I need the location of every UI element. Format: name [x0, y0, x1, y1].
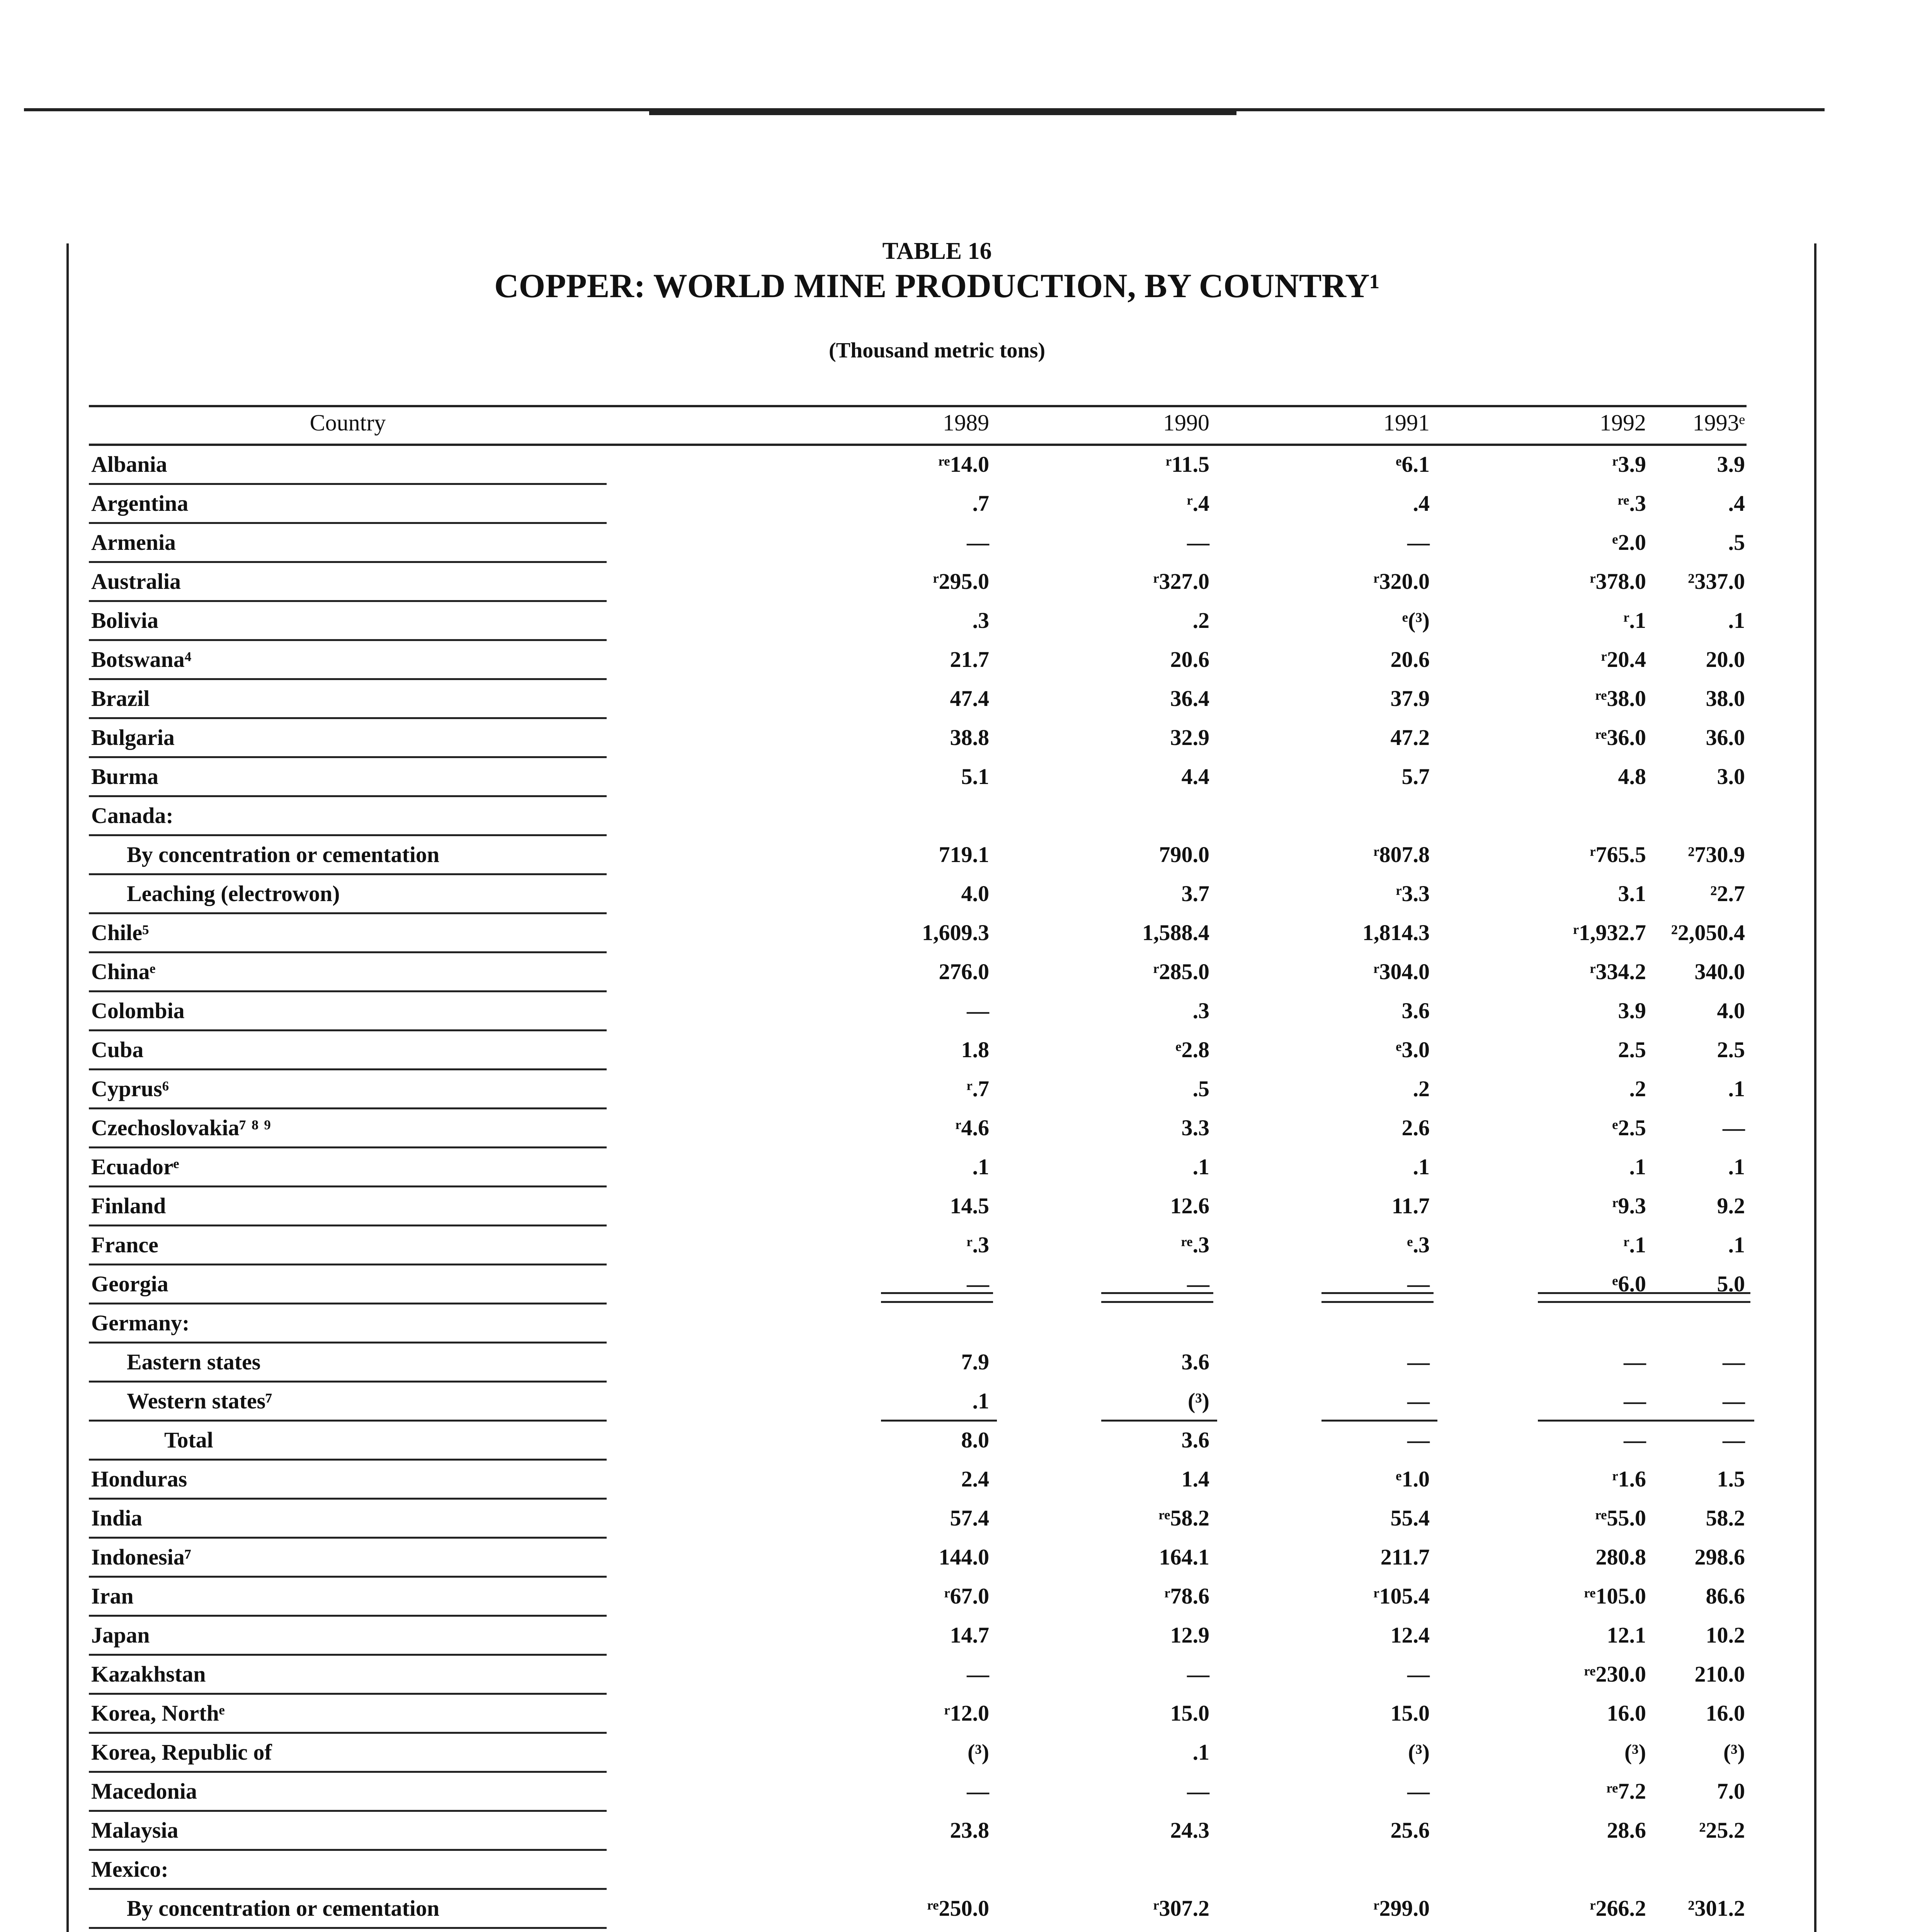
cell-value: ᵉ3.0: [1396, 1037, 1430, 1062]
table-row: [89, 797, 1747, 836]
table-title: COPPER: WORLD MINE PRODUCTION, BY COUNTRY¹: [494, 267, 1380, 305]
country-name: Korea, Northᵉ: [91, 1701, 225, 1726]
cell-value: 28.6: [1607, 1818, 1646, 1843]
cell-value: ²301.2: [1688, 1896, 1745, 1921]
cell-value: .1: [1192, 1154, 1209, 1179]
cell-value: ʳᵉ.3: [1617, 491, 1646, 516]
cell-value: ʳ378.0: [1590, 569, 1646, 594]
country-name: Bolivia: [91, 608, 159, 633]
country-name: Argentina: [91, 491, 189, 516]
cell-value: ʳ320.0: [1373, 569, 1430, 594]
country-name: Chile⁵: [91, 920, 149, 945]
country-name: Albania: [91, 452, 167, 477]
cell-value: ʳ78.6: [1164, 1583, 1209, 1609]
cell-value: 5.7: [1401, 764, 1430, 789]
cell-value: 5.0: [1717, 1271, 1745, 1296]
cell-value: 4.0: [1717, 998, 1745, 1023]
cell-value: 9.2: [1717, 1193, 1745, 1218]
table-row: [89, 719, 1747, 758]
cell-value: ʳᵉ105.0: [1584, 1583, 1646, 1609]
cell-value: 37.9: [1390, 686, 1430, 711]
cell-value: 38.0: [1706, 686, 1745, 711]
country-name: France: [91, 1232, 158, 1257]
country-name: Kazakhstan: [91, 1662, 206, 1687]
table-row: [89, 1031, 1747, 1070]
country-name: Indonesia⁷: [91, 1544, 192, 1570]
table-row: [89, 1187, 1747, 1226]
cell-value: 211.7: [1380, 1544, 1430, 1570]
cell-value: ʳ285.0: [1153, 959, 1209, 984]
cell-value: .5: [1192, 1076, 1209, 1101]
cell-value: —: [1187, 530, 1209, 555]
cell-value: 58.2: [1706, 1505, 1745, 1531]
country-name: Australia: [91, 569, 181, 594]
cell-value: 20.6: [1170, 647, 1209, 672]
cell-value: 280.8: [1595, 1544, 1646, 1570]
cell-value: ²2.7: [1710, 881, 1745, 906]
table-row: [89, 836, 1747, 875]
cell-value: .3: [1192, 998, 1209, 1023]
cell-value: ʳ1.6: [1612, 1466, 1646, 1492]
cell-value: —: [1187, 1662, 1209, 1687]
cell-value: ʳ327.0: [1153, 569, 1209, 594]
cell-value: —: [1407, 1662, 1430, 1687]
cell-value: 36.4: [1170, 686, 1209, 711]
table-row: [89, 1812, 1747, 1851]
country-name: By concentration or cementation: [127, 842, 440, 867]
cell-value: —: [967, 1779, 989, 1804]
cell-value: .1: [1728, 1232, 1745, 1257]
cell-value: ʳ3.3: [1396, 881, 1430, 906]
cell-value: 719.1: [939, 842, 989, 867]
cell-value: ʳ4.6: [955, 1115, 989, 1140]
cell-value: .5: [1728, 530, 1745, 555]
cell-value: 14.7: [950, 1622, 989, 1648]
cell-value: ʳ67.0: [944, 1583, 989, 1609]
cell-value: 20.6: [1390, 647, 1430, 672]
cell-value: ʳ807.8: [1373, 842, 1430, 867]
cell-value: 55.4: [1390, 1505, 1430, 1531]
double-rule: [1638, 1292, 1750, 1303]
cell-value: ᵉ6.0: [1612, 1271, 1646, 1296]
cell-value: 3.1: [1618, 881, 1646, 906]
table-row: [89, 485, 1747, 524]
country-name: Western states⁷: [127, 1388, 272, 1413]
cell-value: ʳ.1: [1623, 608, 1646, 633]
cell-value: 1.8: [961, 1037, 989, 1062]
country-name: By concentration or cementation: [127, 1896, 440, 1921]
table-row: [89, 446, 1747, 485]
cell-value: ʳ11.5: [1165, 452, 1209, 477]
cell-value: —: [967, 1271, 989, 1296]
country-name: Malaysia: [91, 1818, 179, 1843]
cell-value: 8.0: [961, 1427, 989, 1452]
cell-value: —: [967, 530, 989, 555]
cell-value: —: [967, 998, 989, 1023]
cell-value: .3: [972, 608, 989, 633]
table-row: [89, 758, 1747, 797]
country-name: Colombia: [91, 998, 185, 1023]
table-row: [89, 1265, 1747, 1304]
table-row: [89, 1578, 1747, 1617]
cell-value: ʳ334.2: [1590, 959, 1646, 984]
cell-value: ᵉ2.5: [1612, 1115, 1646, 1140]
cell-value: —: [1723, 1427, 1745, 1452]
cell-value: 15.0: [1390, 1701, 1430, 1726]
cell-value: ʳ295.0: [933, 569, 989, 594]
cell-value: .1: [1728, 608, 1745, 633]
double-rule: [881, 1292, 993, 1303]
cell-value: ᵉ2.0: [1612, 530, 1646, 555]
cell-value: .4: [1413, 491, 1430, 516]
cell-value: ʳ.1: [1623, 1232, 1646, 1257]
cell-value: 23.8: [950, 1818, 989, 1843]
cell-value: 1.5: [1717, 1466, 1745, 1492]
table-row: [89, 992, 1747, 1031]
cell-value: ᵉ6.1: [1396, 452, 1430, 477]
header-year-1991: 1991: [1383, 410, 1430, 435]
cell-value: 4.0: [961, 881, 989, 906]
cell-value: —: [1624, 1388, 1646, 1413]
cell-value: ʳ3.9: [1612, 452, 1646, 477]
table-row: [89, 563, 1747, 602]
country-name: Brazil: [91, 686, 150, 711]
table-row: [89, 1851, 1747, 1890]
cell-value: 210.0: [1694, 1662, 1745, 1687]
country-name: India: [91, 1505, 143, 1531]
cell-value: 3.6: [1401, 998, 1430, 1023]
cell-value: .1: [972, 1154, 989, 1179]
cell-value: ʳᵉ58.2: [1158, 1505, 1209, 1531]
cell-value: —: [1723, 1349, 1745, 1374]
cell-value: 1.4: [1181, 1466, 1209, 1492]
cell-value: 11.7: [1391, 1193, 1430, 1218]
cell-value: 12.6: [1170, 1193, 1209, 1218]
header-top-rule: [89, 405, 1747, 407]
cell-value: —: [1624, 1427, 1646, 1452]
cell-value: 1,609.3: [922, 920, 989, 945]
cell-value: 15.0: [1170, 1701, 1209, 1726]
cell-value: ²337.0: [1688, 569, 1745, 594]
table-row: [89, 1734, 1747, 1773]
country-name: Leaching (electrowon): [127, 881, 340, 906]
cell-value: 4.4: [1181, 764, 1209, 789]
cell-value: ʳ9.3: [1612, 1193, 1646, 1218]
table-row: [89, 953, 1747, 992]
cell-value: 12.4: [1390, 1622, 1430, 1648]
cell-value: ʳᵉ.3: [1181, 1232, 1209, 1257]
country-name: Ecuadorᵉ: [91, 1154, 179, 1179]
country-name: Bulgaria: [91, 725, 175, 750]
cell-value: 20.0: [1706, 647, 1745, 672]
cell-value: .2: [1192, 608, 1209, 633]
cell-value: 164.1: [1159, 1544, 1209, 1570]
cell-value: 16.0: [1706, 1701, 1745, 1726]
cell-value: ʳ.4: [1187, 491, 1209, 516]
header-year-1993: 1993ᵉ: [1692, 410, 1745, 435]
country-name: Korea, Republic of: [91, 1740, 272, 1765]
table-row: [89, 1773, 1747, 1812]
cell-value: .1: [1728, 1076, 1745, 1101]
cell-value: 12.1: [1607, 1622, 1646, 1648]
table-row: [89, 524, 1747, 563]
cell-value: 3.6: [1181, 1349, 1209, 1374]
cell-value: ʳᵉ14.0: [938, 452, 989, 477]
table-row: [89, 914, 1747, 953]
cell-value: 3.6: [1181, 1427, 1209, 1452]
cell-value: ᵉ2.8: [1175, 1037, 1209, 1062]
cell-value: .7: [972, 491, 989, 516]
country-name: Armenia: [91, 530, 176, 555]
cell-value: —: [1407, 1349, 1430, 1374]
cell-value: 7.9: [961, 1349, 989, 1374]
table-row: [89, 602, 1747, 641]
table-units: (Thousand metric tons): [828, 338, 1046, 362]
cell-value: ʳᵉ55.0: [1595, 1505, 1646, 1531]
table-row: [89, 1304, 1747, 1344]
cell-value: ʳ765.5: [1590, 842, 1646, 867]
table-row: [89, 1461, 1747, 1500]
cell-value: 5.1: [961, 764, 989, 789]
cell-value: 21.7: [950, 647, 989, 672]
header-country: Country: [310, 410, 386, 435]
cell-value: ʳᵉ38.0: [1595, 686, 1646, 711]
cell-value: ʳᵉ250.0: [927, 1896, 989, 1921]
cell-value: ʳ.3: [966, 1232, 989, 1257]
table-row: [89, 1500, 1747, 1539]
cell-value: 340.0: [1694, 959, 1745, 984]
cell-value: —: [1407, 1271, 1430, 1296]
cell-value: 47.2: [1390, 725, 1430, 750]
cell-value: (³): [1624, 1740, 1646, 1765]
cell-value: ʳ105.4: [1373, 1583, 1430, 1609]
cell-value: —: [1723, 1115, 1745, 1140]
country-name: Czechoslovakia⁷ ⁸ ⁹: [91, 1115, 271, 1140]
cell-value: 7.0: [1717, 1779, 1745, 1804]
cell-value: 276.0: [939, 959, 989, 984]
country-name: Macedonia: [91, 1779, 197, 1804]
country-name: Germany:: [91, 1310, 190, 1335]
cell-value: —: [967, 1662, 989, 1687]
country-name: Chinaᵉ: [91, 959, 156, 984]
cell-value: 32.9: [1170, 725, 1209, 750]
cell-value: 12.9: [1170, 1622, 1209, 1648]
cell-value: 24.3: [1170, 1818, 1209, 1843]
table-row: [89, 1148, 1747, 1187]
cell-value: ²25.2: [1699, 1818, 1745, 1843]
table-row: [89, 1344, 1747, 1383]
cell-value: —: [1407, 1779, 1430, 1804]
country-name: Japan: [91, 1622, 150, 1648]
country-name: Finland: [91, 1193, 166, 1218]
cell-value: 57.4: [950, 1505, 989, 1531]
cell-value: 47.4: [950, 686, 989, 711]
cell-value: ᵉ.3: [1407, 1232, 1430, 1257]
cell-value: ʳ307.2: [1153, 1896, 1209, 1921]
header-year-1990: 1990: [1163, 410, 1209, 435]
cell-value: ²2,050.4: [1671, 920, 1745, 945]
cell-value: 3.3: [1181, 1115, 1209, 1140]
table-row: [89, 1070, 1747, 1109]
table-row: [89, 641, 1747, 680]
cell-value: ᵉ1.0: [1396, 1466, 1430, 1492]
cell-value: 2.4: [961, 1466, 989, 1492]
table-number: TABLE 16: [882, 238, 992, 264]
country-name: Canada:: [91, 803, 173, 828]
cell-value: —: [1187, 1779, 1209, 1804]
cell-value: ʳ266.2: [1590, 1896, 1646, 1921]
cell-value: 3.7: [1181, 881, 1209, 906]
cell-value: 3.9: [1618, 998, 1646, 1023]
cell-value: .1: [1413, 1154, 1430, 1179]
table-row: [89, 875, 1747, 914]
cell-value: 4.8: [1618, 764, 1646, 789]
cell-value: —: [1723, 1388, 1745, 1413]
double-rule: [1538, 1292, 1650, 1303]
cell-value: ²730.9: [1688, 842, 1745, 867]
right-margin-line: [1814, 243, 1816, 1932]
cell-value: 790.0: [1159, 842, 1209, 867]
cell-value: 25.6: [1390, 1818, 1430, 1843]
table-row: [89, 680, 1747, 719]
table-row: [89, 1539, 1747, 1578]
table-row: [89, 1226, 1747, 1265]
header-year-1992: 1992: [1600, 410, 1646, 435]
cell-value: 3.0: [1717, 764, 1745, 789]
cell-value: ᵉ(³): [1402, 608, 1430, 633]
cell-value: 14.5: [950, 1193, 989, 1218]
cell-value: (³): [1723, 1740, 1745, 1765]
cell-value: ʳ1,932.7: [1573, 920, 1646, 945]
country-name: Cyprus⁶: [91, 1076, 169, 1101]
cell-value: 10.2: [1706, 1622, 1745, 1648]
cell-value: 2.5: [1618, 1037, 1646, 1062]
cell-value: —: [1407, 530, 1430, 555]
country-name: Cuba: [91, 1037, 144, 1062]
cell-value: (³): [967, 1740, 989, 1765]
country-name: Burma: [91, 764, 158, 789]
cell-value: ʳ.7: [966, 1076, 989, 1101]
cell-value: 86.6: [1706, 1583, 1745, 1609]
cell-value: 144.0: [939, 1544, 989, 1570]
cell-value: —: [1624, 1349, 1646, 1374]
cell-value: (³): [1187, 1388, 1209, 1413]
cell-value: 36.0: [1706, 725, 1745, 750]
cell-value: ʳᵉ36.0: [1595, 725, 1646, 750]
cell-value: 2.6: [1401, 1115, 1430, 1140]
cell-value: 38.8: [950, 725, 989, 750]
table-row: [89, 1109, 1747, 1148]
cell-value: —: [1407, 1388, 1430, 1413]
cell-value: .1: [1728, 1154, 1745, 1179]
country-name: Eastern states: [127, 1349, 261, 1374]
cell-value: 3.9: [1717, 452, 1745, 477]
country-name: Iran: [91, 1583, 134, 1609]
cell-value: 2.5: [1717, 1037, 1745, 1062]
cell-value: ʳ20.4: [1601, 647, 1646, 672]
table-row: [89, 1383, 1747, 1422]
cell-value: —: [1407, 1427, 1430, 1452]
table-row: [89, 1929, 1747, 1932]
cell-value: 16.0: [1607, 1701, 1646, 1726]
cell-value: (³): [1408, 1740, 1430, 1765]
cell-value: ʳ299.0: [1373, 1896, 1430, 1921]
country-name: Botswana⁴: [91, 647, 192, 672]
cell-value: ʳ12.0: [944, 1701, 989, 1726]
left-margin-line: [66, 243, 69, 1932]
cell-value: 1,814.3: [1362, 920, 1430, 945]
page-top-rule-accent: [649, 111, 1236, 115]
double-rule: [1101, 1292, 1213, 1303]
cell-value: ʳ304.0: [1373, 959, 1430, 984]
double-rule: [1321, 1292, 1434, 1303]
country-name: Mexico:: [91, 1857, 168, 1882]
country-name: Georgia: [91, 1271, 168, 1296]
country-name: Total: [164, 1427, 213, 1452]
cell-value: .4: [1728, 491, 1745, 516]
country-name: Honduras: [91, 1466, 187, 1492]
table-row: [89, 1695, 1747, 1734]
cell-value: .1: [972, 1388, 989, 1413]
header-year-1989: 1989: [943, 410, 989, 435]
cell-value: 1,588.4: [1142, 920, 1209, 945]
table-row: [89, 1422, 1747, 1461]
cell-value: 298.6: [1694, 1544, 1745, 1570]
cell-value: .1: [1629, 1154, 1646, 1179]
table-row: [89, 1656, 1747, 1695]
cell-value: .2: [1413, 1076, 1430, 1101]
cell-value: —: [1187, 1271, 1209, 1296]
cell-value: .2: [1629, 1076, 1646, 1101]
cell-value: .1: [1192, 1740, 1209, 1765]
table-header-row: [89, 410, 1747, 444]
table-row: [89, 1617, 1747, 1656]
cell-value: ʳᵉ230.0: [1584, 1662, 1646, 1687]
cell-value: ʳᵉ7.2: [1606, 1779, 1646, 1804]
table-row: [89, 1890, 1747, 1929]
